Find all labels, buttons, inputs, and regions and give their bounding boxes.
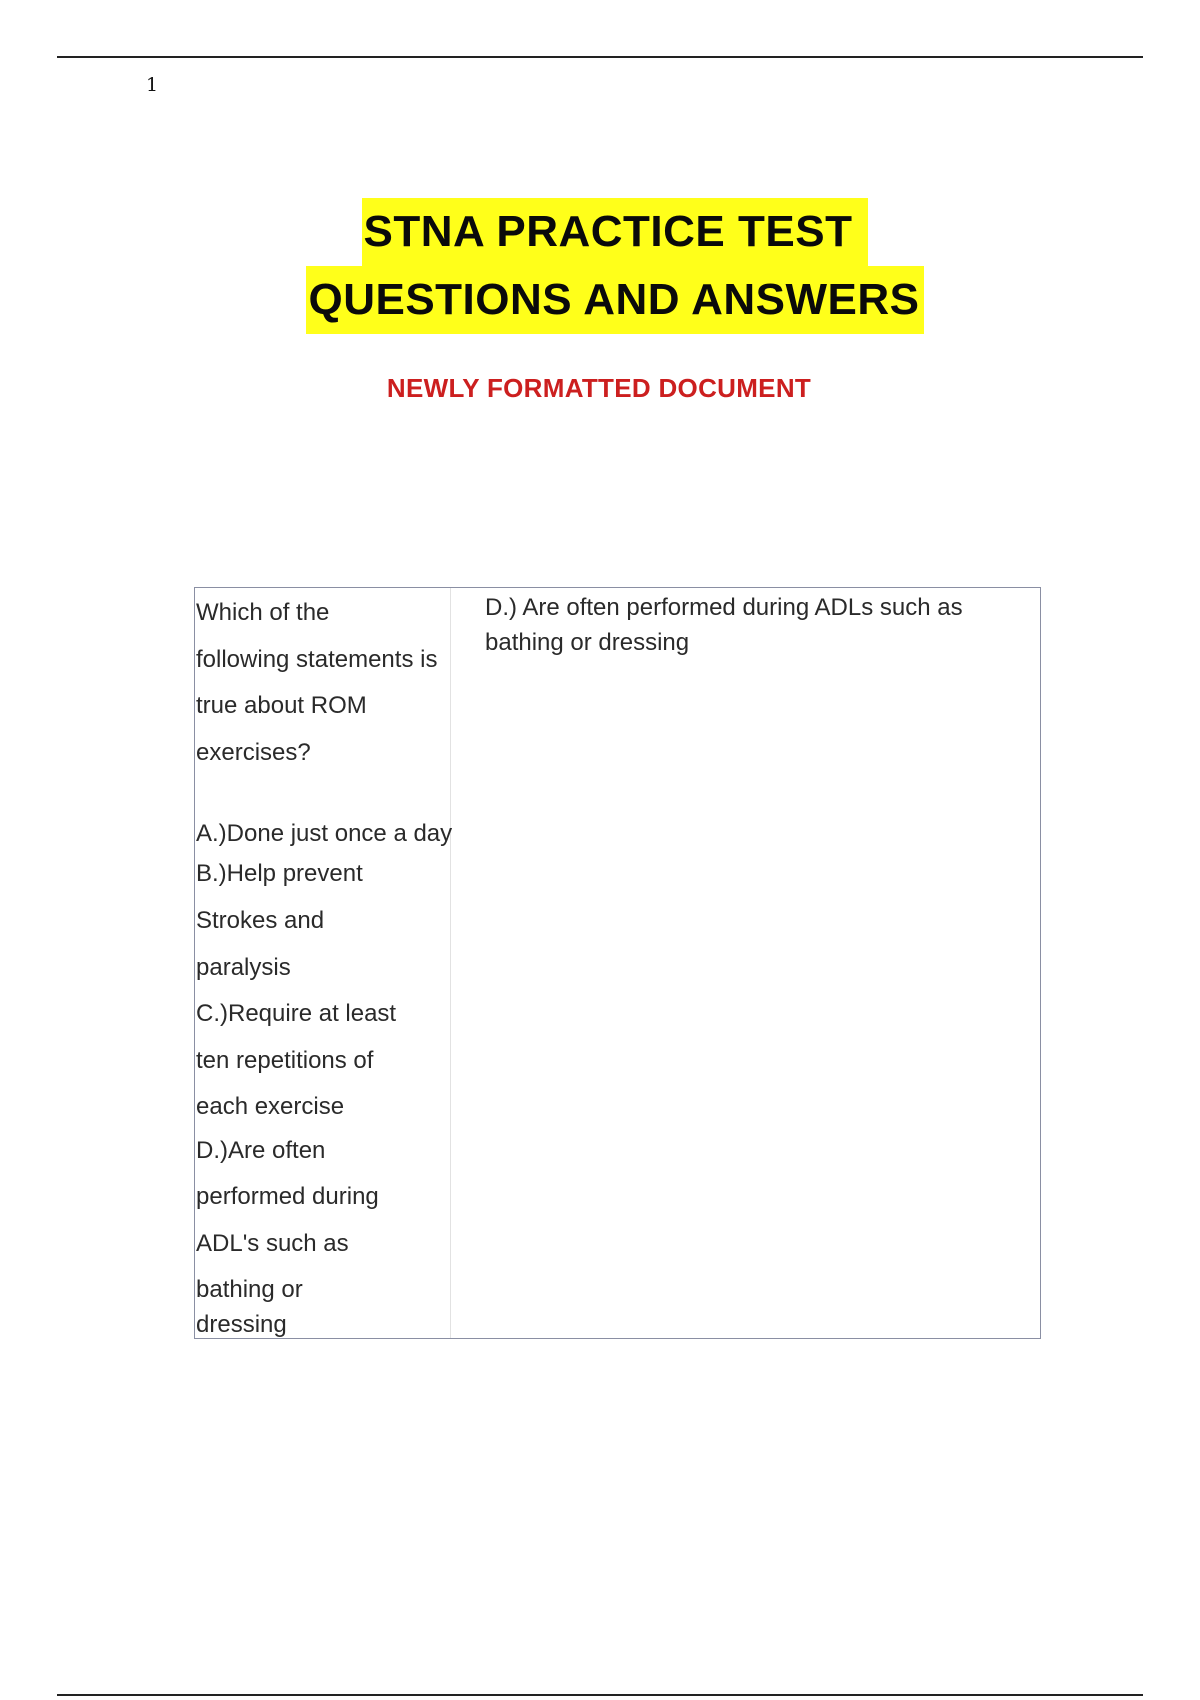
column-divider	[450, 588, 451, 1338]
option-letter: A.)	[196, 820, 227, 847]
option-letter: B.)	[196, 860, 227, 887]
option-d	[196, 1136, 448, 1166]
question-stem-line: exercises?	[196, 738, 311, 766]
option-letter: D.)	[196, 1137, 228, 1164]
title-line-2: QUESTIONS AND ANSWERS	[306, 266, 923, 334]
document-subtitle: NEWLY FORMATTED DOCUMENT	[386, 373, 812, 403]
document-title	[0, 198, 1200, 334]
question-stem-line: true about ROM	[196, 692, 367, 719]
option-c	[196, 999, 448, 1029]
option-c-line: each exercise	[196, 1093, 345, 1120]
page-number: 1	[146, 74, 159, 96]
option-d-line: performed during	[196, 1183, 379, 1210]
answer-cell: D.) Are often performed during ADLs such as bathing or dressing	[485, 594, 963, 656]
footer-rule	[57, 1694, 1143, 1696]
question-stem	[196, 590, 448, 776]
header-rule	[57, 56, 1143, 58]
option-b-line: paralysis	[196, 954, 291, 981]
option-text: Are often	[228, 1137, 326, 1164]
option-c-line: ten repetitions of	[196, 1047, 374, 1074]
option-a	[196, 819, 453, 849]
option-text: Help prevent	[226, 860, 363, 887]
option-text: Require at least	[228, 1000, 397, 1027]
option-b-line: Strokes and	[196, 907, 325, 934]
option-d-line: ADL's such as	[196, 1230, 349, 1257]
question-answer-table	[194, 587, 1041, 1339]
option-d-line: dressing	[196, 1311, 287, 1338]
question-stem-line: Which of the	[196, 599, 330, 626]
title-line-1: STNA PRACTICE TEST	[362, 198, 869, 266]
option-letter: C.)	[196, 1000, 228, 1027]
option-d-line: bathing or	[196, 1276, 303, 1303]
question-stem-line: following statements is	[196, 645, 438, 673]
option-text: Done just once a day	[226, 820, 453, 847]
option-b	[196, 859, 448, 889]
